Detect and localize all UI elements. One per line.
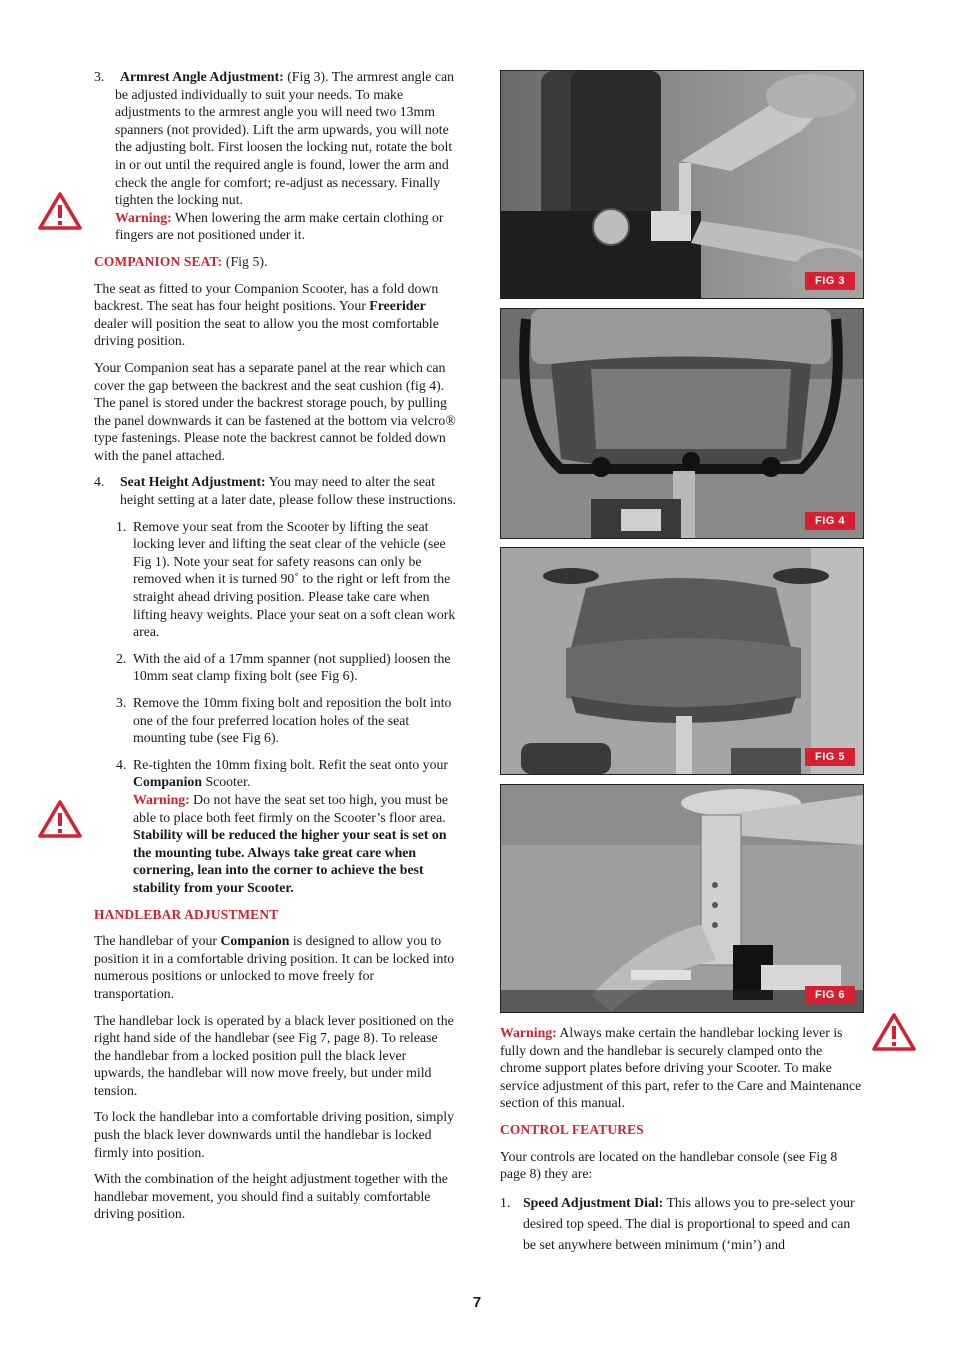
list-item: 1. Remove your seat from the Scooter by lifting the seat locking lever and lifting the seat clear of the vehicle (see Fig 1). Note your seat for safety reasons can only be removed when it is turned 90˚ to the right or left from the straight ahead driving position. Please take care when lifting heavy weights. Place your seat on a soft clean work area. — [116, 518, 456, 640]
figure-label: FIG 6 — [805, 986, 855, 1004]
item-text: You may need to alter the seat height setting at a later date, please follow these instructions. — [120, 474, 457, 508]
list-item: 1. Speed Adjustment Dial: This allows you to pre-select your desired top speed. The dial is proportional to speed and can be set anywhere between minimum (‘min’) and — [500, 1194, 855, 1252]
item-title: Armrest Angle Adjustment: — [120, 69, 284, 84]
section-heading-control-features: CONTROL FEATURES — [500, 1121, 644, 1137]
figure-5-photo — [500, 547, 864, 775]
warning-triangle-icon — [38, 800, 82, 838]
item-armrest-angle — [94, 68, 456, 244]
list-item: 4. Re-tighten the 10mm fixing bolt. Refit the seat onto your Companion Scooter. Warning: Do not have the seat set too high, you must be able to place both feet firmly on the Scooter’s floor area. Stability will be reduced the higher your seat is set on the mounting tube. Always take great care when cornering, lean into the corner to achieve the best stability from your Scooter. — [116, 756, 449, 895]
warning-text: When lowering the arm make certain clothing or fingers are not positioned under it. — [115, 209, 444, 243]
item-number: 4. — [94, 474, 105, 490]
figure-label: FIG 4 — [805, 512, 855, 530]
right-column — [500, 1024, 864, 1264]
figure-label: FIG 3 — [805, 272, 855, 290]
list-item: 3. Remove the 10mm fixing bolt and reposition the bolt into one of the four preferred location holes of the seat mounting tube (see Fig 6). — [116, 695, 452, 746]
figure-label: FIG 5 — [805, 748, 855, 766]
figure-3-photo — [500, 70, 864, 299]
item-text: (Fig 3). The armrest angle can be adjusted individually to suit your needs. To make adjustments to the armrest angle you will need two 13mm spanners (not provided). Lift the arm upwards, you will note the adjusting bolt. First loosen the locking nut, rotate the bolt in or out until the required angle is found, lower the arm and check the angle for comfort; re-adjust as necessary. Finally tighten the locking nut. — [115, 69, 454, 208]
warning-triangle-icon — [872, 1013, 916, 1051]
warning-label: Warning: — [115, 209, 172, 225]
paragraph: To lock the handlebar into a comfortable driving position, simply push the black lever downwards until the handlebar is locked firmly into position. — [94, 1109, 454, 1160]
section-heading-handlebar: HANDLEBAR ADJUSTMENT — [94, 906, 279, 922]
paragraph: With the combination of the height adjustment together with the handlebar movement, you should find a suitably comfortable driving position. — [94, 1171, 448, 1222]
item-seat-height — [94, 473, 456, 508]
section-heading-companion-seat: COMPANION SEAT: (Fig 5). — [94, 253, 268, 269]
warning-paragraph: Warning: Always make certain the handlebar locking lever is fully down and the handlebar is securely clamped onto the chrome support plates before driving your Scooter. To make service adjustment of this part, refer to the Care and Maintenance section of this manual. — [500, 1025, 862, 1111]
paragraph: Your controls are located on the handlebar console (see Fig 8 page 8) they are: — [500, 1148, 838, 1182]
page-number: 7 — [472, 1294, 482, 1311]
paragraph: The handlebar of your Companion is designed to allow you to position it in a comfortable driving position. It can be locked into numerous positions or unlocked to move freely for transportation. — [94, 933, 455, 1001]
figure-4-photo — [500, 308, 864, 539]
paragraph: The handlebar lock is operated by a black lever positioned on the right hand side of the handlebar (see Fig 7, page 8). To release the handlebar from a locked position pull the black lever upwards, the handlebar will now move freely, but under mild tension. — [94, 1012, 454, 1098]
list-item: 2. With the aid of a 17mm spanner (not supplied) loosen the 10mm seat clamp fixing bolt (see Fig 6). — [116, 650, 451, 684]
paragraph: Your Companion seat has a separate panel at the rear which can cover the gap between the backrest and the seat cushion (fig 4). The panel is stored under the backrest storage pouch, by pulling the panel downwards it can be fastened at the bottom via velcro® type fastenings. Please note the backrest cannot be folded down with the panel attached. — [94, 359, 456, 463]
item-title: Seat Height Adjustment: — [120, 474, 266, 490]
left-column — [94, 68, 456, 1232]
figure-6-photo — [500, 784, 864, 1013]
item-number: 3. — [94, 69, 105, 84]
warning-label: Warning: — [500, 1025, 557, 1040]
paragraph: The seat as fitted to your Companion Scooter, has a fold down backrest. The seat has four height positions. Your Freerider dealer will position the seat to allow you the most comfortable driving position. — [94, 280, 439, 349]
warning-triangle-icon — [38, 192, 82, 230]
warning-label: Warning: — [133, 791, 190, 807]
seat-height-steps — [94, 518, 456, 897]
